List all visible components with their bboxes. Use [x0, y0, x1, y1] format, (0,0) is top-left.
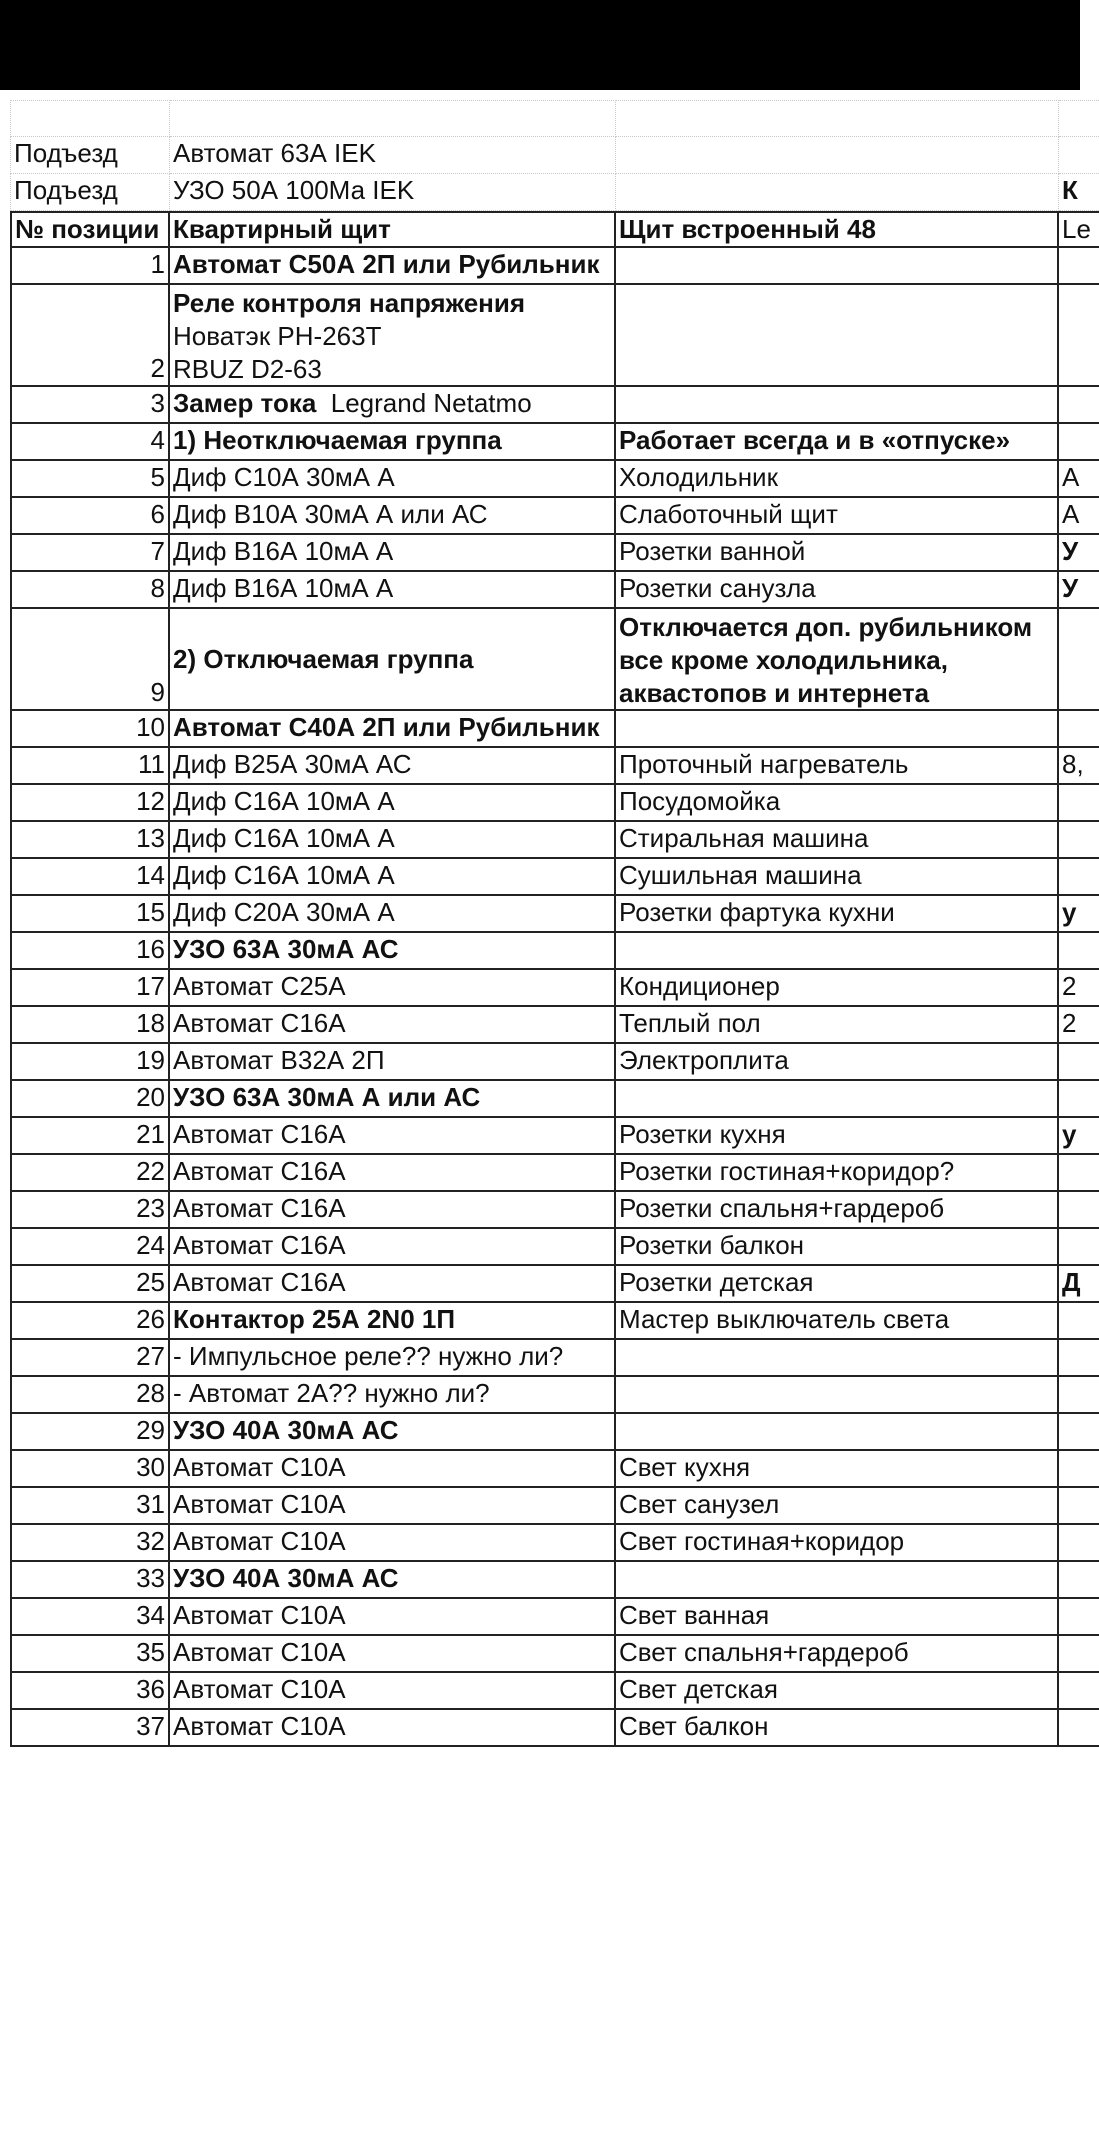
cell-clipped[interactable] [1059, 1599, 1099, 1636]
cell-built-in-panel[interactable]: Свет санузел [616, 1488, 1059, 1525]
cell-entrance-rcd[interactable]: УЗО 50А 100Ма IEK [170, 174, 616, 211]
table-row [10, 609, 1080, 711]
cell-position-number[interactable]: 30 [10, 1451, 170, 1488]
cell-position-number[interactable]: 28 [10, 1377, 170, 1414]
sheet-row [10, 174, 1080, 211]
cell-apartment-panel[interactable]: УЗО 63А 30мА А или АС [170, 1081, 616, 1118]
cell-position-number[interactable]: 24 [10, 1229, 170, 1266]
cell-apartment-panel[interactable]: Диф В25А 30мА АС [170, 748, 616, 785]
cell-position-number[interactable]: 1 [10, 248, 170, 285]
cell-apartment-panel[interactable]: Автомат С10А [170, 1673, 616, 1710]
cell-built-in-panel[interactable]: Свет гостиная+коридор [616, 1525, 1059, 1562]
cell-position-number[interactable]: 26 [10, 1303, 170, 1340]
cell-apartment-panel[interactable] [170, 285, 616, 387]
cell-apartment-panel[interactable]: Автомат С16А [170, 1155, 616, 1192]
cell-clipped[interactable] [1059, 1155, 1099, 1192]
table-row [10, 822, 1080, 859]
cell-position-number[interactable]: 15 [10, 896, 170, 933]
table-row [10, 424, 1080, 461]
cell-built-in-panel[interactable]: Розетки ванной [616, 535, 1059, 572]
cell-position-number[interactable]: 31 [10, 1488, 170, 1525]
cell-line: все кроме холодильника, [619, 645, 948, 675]
cell-clipped[interactable] [1059, 822, 1099, 859]
cell-clipped[interactable] [1059, 1451, 1099, 1488]
cell-built-in-panel[interactable]: Слаботочный щит [616, 498, 1059, 535]
cell-built-in-panel[interactable]: Теплый пол [616, 1007, 1059, 1044]
cell-apartment-panel[interactable]: Автомат С10А [170, 1451, 616, 1488]
cell-built-in-panel[interactable] [616, 1377, 1059, 1414]
cell-built-in-panel[interactable]: Свет кухня [616, 1451, 1059, 1488]
cell-built-in-panel[interactable]: Розетки балкон [616, 1229, 1059, 1266]
cell-built-in-panel[interactable] [616, 248, 1059, 285]
cell-position-number[interactable]: 5 [10, 461, 170, 498]
cell-built-in-panel[interactable] [616, 933, 1059, 970]
table-row [10, 1636, 1080, 1673]
cell-clipped[interactable] [1059, 1229, 1099, 1266]
cell-apartment-panel[interactable]: Диф В16А 10мА А [170, 535, 616, 572]
cell-clipped[interactable] [1059, 1377, 1099, 1414]
cell-position-number[interactable]: 19 [10, 1044, 170, 1081]
table-row [10, 1673, 1080, 1710]
cell-built-in-panel[interactable]: Свет детская [616, 1673, 1059, 1710]
cell-position-number[interactable]: 16 [10, 933, 170, 970]
table-row [10, 1340, 1080, 1377]
cell-position-number[interactable]: 22 [10, 1155, 170, 1192]
cell-line-title: Реле контроля напряжения [173, 288, 526, 318]
cell-built-in-panel[interactable]: Розетки санузла [616, 572, 1059, 609]
cell-text: Legrand Netatmo [316, 388, 532, 418]
cell-built-in-panel[interactable]: Розетки кухня [616, 1118, 1059, 1155]
header-clipped[interactable]: Le [1059, 211, 1099, 248]
cell-position-number[interactable]: 27 [10, 1340, 170, 1377]
header-position-number[interactable]: № позиции [10, 211, 170, 248]
cell-line: Новатэк РН-263Т [173, 321, 382, 351]
cell-built-in-panel[interactable]: Мастер выключатель света [616, 1303, 1059, 1340]
cell-clipped[interactable] [1059, 1044, 1099, 1081]
table-row [10, 1525, 1080, 1562]
table-row [10, 1377, 1080, 1414]
cell-apartment-panel[interactable]: Диф С10А 30мА А [170, 461, 616, 498]
cell-built-in-panel[interactable] [616, 387, 1059, 424]
table-row [10, 859, 1080, 896]
cell[interactable] [616, 100, 1059, 137]
table-row [10, 1081, 1080, 1118]
sheet-row [10, 100, 1080, 137]
cell-apartment-panel[interactable]: Автомат С25А [170, 970, 616, 1007]
cell-built-in-panel[interactable] [616, 609, 1059, 711]
cell-built-in-panel[interactable]: Свет спальня+гардероб [616, 1636, 1059, 1673]
cell-clipped[interactable] [1059, 785, 1099, 822]
cell-apartment-panel[interactable]: Контактор 25А 2N0 1П [170, 1303, 616, 1340]
cell-clipped[interactable]: А [1059, 461, 1099, 498]
cell-line: аквастопов и интернета [619, 678, 930, 708]
cell-position-number[interactable]: 2 [10, 285, 170, 387]
cell-built-in-panel[interactable]: Свет ванная [616, 1599, 1059, 1636]
cell-line: Отключается доп. рубильником [619, 612, 1033, 642]
cell-apartment-panel[interactable]: Диф С20А 30мА А [170, 896, 616, 933]
cell-clipped[interactable] [1059, 387, 1099, 424]
cell-apartment-panel[interactable]: Автомат С40А 2П или Рубильник [170, 711, 616, 748]
cell-apartment-panel[interactable]: - Импульсное реле?? нужно ли? [170, 1340, 616, 1377]
cell-apartment-panel[interactable]: Диф В10А 30мА А или АС [170, 498, 616, 535]
cell-apartment-panel[interactable]: Диф С16А 10мА А [170, 859, 616, 896]
cell-apartment-panel[interactable]: - Автомат 2А?? нужно ли? [170, 1377, 616, 1414]
cell-position-number[interactable]: 32 [10, 1525, 170, 1562]
cell-apartment-panel[interactable]: УЗО 40А 30мА АС [170, 1562, 616, 1599]
cell-clipped[interactable]: К [1059, 174, 1099, 211]
cell-apartment-panel[interactable]: УЗО 63А 30мА АС [170, 933, 616, 970]
cell-position-number[interactable]: 9 [10, 609, 170, 711]
table-row [10, 1229, 1080, 1266]
table-row [10, 285, 1080, 387]
cell-position-number[interactable]: 33 [10, 1562, 170, 1599]
cell-built-in-panel[interactable]: Розетки детская [616, 1266, 1059, 1303]
cell-apartment-panel[interactable] [170, 387, 616, 424]
cell-clipped[interactable] [1059, 285, 1099, 387]
cell-apartment-panel[interactable]: Автомат С16А [170, 1266, 616, 1303]
cell-built-in-panel[interactable]: Розетки фартука кухни [616, 896, 1059, 933]
cell-clipped[interactable]: 2 [1059, 1007, 1099, 1044]
cell-apartment-panel[interactable]: Автомат С50А 2П или Рубильник [170, 248, 616, 285]
cell-clipped[interactable] [1059, 859, 1099, 896]
cell-built-in-panel[interactable] [616, 285, 1059, 387]
cell-bold-text: Замер тока [173, 388, 317, 418]
cell-position-number[interactable]: 6 [10, 498, 170, 535]
cell-position-number[interactable]: 11 [10, 748, 170, 785]
cell-built-in-panel[interactable]: Сушильная машина [616, 859, 1059, 896]
status-bar [0, 0, 1080, 90]
cell-apartment-panel[interactable]: Диф С16А 10мА А [170, 822, 616, 859]
table-row [10, 748, 1084, 785]
cell-clipped[interactable] [1059, 1636, 1099, 1673]
cell-built-in-panel[interactable]: Розетки гостиная+коридор? [616, 1155, 1059, 1192]
table-row [10, 933, 1080, 970]
table-body [10, 248, 1084, 1747]
cell[interactable] [170, 100, 616, 137]
cell-position-number[interactable]: 18 [10, 1007, 170, 1044]
table-row [10, 1414, 1080, 1451]
cell-clipped[interactable]: 8, [1059, 748, 1099, 785]
table-row [10, 1007, 1080, 1044]
header-built-in-panel[interactable]: Щит встроенный 48 [616, 211, 1059, 248]
table-row [10, 498, 1080, 535]
cell-built-in-panel[interactable] [616, 711, 1059, 748]
table-row [10, 1451, 1080, 1488]
cell-entrance-label[interactable]: Подъезд [10, 137, 170, 174]
cell-clipped[interactable] [1059, 1303, 1099, 1340]
table-row [10, 1562, 1080, 1599]
cell-built-in-panel[interactable]: Стиральная машина [616, 822, 1059, 859]
cell-position-number[interactable]: 4 [10, 424, 170, 461]
cell-clipped[interactable]: У [1059, 572, 1099, 609]
cell-entrance-breaker[interactable]: Автомат 63А IEK [170, 137, 616, 174]
cell-built-in-panel[interactable]: Проточный нагреватель [616, 748, 1059, 785]
table-row [10, 572, 1080, 609]
cell-apartment-panel[interactable]: Автомат С16А [170, 1118, 616, 1155]
cell-position-number[interactable]: 35 [10, 1636, 170, 1673]
cell-position-number[interactable]: 13 [10, 822, 170, 859]
cell[interactable] [10, 100, 170, 137]
cell-position-number[interactable]: 37 [10, 1710, 170, 1747]
cell-built-in-panel[interactable] [616, 1081, 1059, 1118]
cell-built-in-panel[interactable]: Работает всегда и в «отпуске» [616, 424, 1059, 461]
spreadsheet-grid [10, 100, 1091, 1747]
cell-position-number[interactable]: 10 [10, 711, 170, 748]
cell-apartment-panel[interactable]: Автомат С10А [170, 1710, 616, 1747]
table-row [10, 785, 1080, 822]
header-apartment-panel[interactable]: Квартирный щит [170, 211, 616, 248]
cell[interactable] [1059, 100, 1099, 137]
cell-position-number[interactable]: 12 [10, 785, 170, 822]
table-row [10, 1266, 1080, 1303]
cell-position-number[interactable]: 7 [10, 535, 170, 572]
cell-position-number[interactable]: 14 [10, 859, 170, 896]
cell-position-number[interactable]: 3 [10, 387, 170, 424]
cell-clipped[interactable] [1059, 609, 1099, 711]
cell-apartment-panel[interactable]: Автомат С16А [170, 1007, 616, 1044]
cell-built-in-panel[interactable]: Кондиционер [616, 970, 1059, 1007]
header-row [10, 211, 1091, 248]
cell-position-number[interactable]: 29 [10, 1414, 170, 1451]
cell-apartment-panel[interactable]: Диф В16А 10мА А [170, 572, 616, 609]
table-row [10, 387, 1080, 424]
cell-position-number[interactable]: 21 [10, 1118, 170, 1155]
table-row [10, 461, 1080, 498]
cell-clipped[interactable]: у [1059, 1118, 1099, 1155]
cell-apartment-panel[interactable]: Автомат С10А [170, 1525, 616, 1562]
cell-clipped[interactable]: А [1059, 498, 1099, 535]
cell-clipped[interactable] [1059, 933, 1099, 970]
cell-apartment-panel[interactable]: Автомат В32А 2П [170, 1044, 616, 1081]
cell-clipped[interactable] [1059, 1673, 1099, 1710]
cell-position-number[interactable]: 20 [10, 1081, 170, 1118]
cell-built-in-panel[interactable]: Электроплита [616, 1044, 1059, 1081]
table-row [10, 248, 1080, 285]
cell-position-number[interactable]: 36 [10, 1673, 170, 1710]
table-row [10, 1118, 1080, 1155]
cell-clipped[interactable] [1059, 1562, 1099, 1599]
cell-position-number[interactable]: 8 [10, 572, 170, 609]
cell-clipped[interactable] [1059, 1525, 1099, 1562]
table-row [10, 970, 1080, 1007]
cell-clipped[interactable]: 2 [1059, 970, 1099, 1007]
cell-built-in-panel[interactable]: Холодильник [616, 461, 1059, 498]
cell-line: RBUZ D2-63 [173, 354, 322, 384]
cell-clipped[interactable]: У [1059, 535, 1099, 572]
cell-built-in-panel[interactable]: Свет балкон [616, 1710, 1059, 1747]
cell-position-number[interactable]: 23 [10, 1192, 170, 1229]
cell-clipped[interactable] [1059, 1414, 1099, 1451]
cell-apartment-panel[interactable]: 2) Отключаемая группа [170, 609, 616, 711]
cell-entrance-label[interactable]: Подъезд [10, 174, 170, 211]
table-row [10, 1710, 1080, 1747]
cell-built-in-panel[interactable] [616, 1414, 1059, 1451]
table-row [10, 1599, 1080, 1636]
table-row [10, 711, 1080, 748]
cell-clipped[interactable] [1059, 424, 1099, 461]
cell-apartment-panel[interactable]: 1) Неотключаемая группа [170, 424, 616, 461]
cell-built-in-panel[interactable] [616, 1562, 1059, 1599]
sheet-row [10, 137, 1080, 174]
cell-apartment-panel[interactable]: Автомат С16А [170, 1229, 616, 1266]
table-row [10, 535, 1080, 572]
table-row [10, 896, 1080, 933]
table-row [10, 1192, 1080, 1229]
cell[interactable] [1059, 137, 1099, 174]
cell-apartment-panel[interactable]: Автомат С16А [170, 1192, 616, 1229]
cell-apartment-panel[interactable]: Автомат С10А [170, 1488, 616, 1525]
cell-apartment-panel[interactable]: Диф С16А 10мА А [170, 785, 616, 822]
cell-apartment-panel[interactable]: Автомат С10А [170, 1599, 616, 1636]
cell[interactable] [616, 174, 1059, 211]
cell-built-in-panel[interactable]: Посудомойка [616, 785, 1059, 822]
cell-clipped[interactable] [1059, 1488, 1099, 1525]
cell-apartment-panel[interactable]: УЗО 40А 30мА АС [170, 1414, 616, 1451]
cell-clipped[interactable] [1059, 248, 1099, 285]
cell-apartment-panel[interactable]: Автомат С10А [170, 1636, 616, 1673]
cell-position-number[interactable]: 34 [10, 1599, 170, 1636]
cell-clipped[interactable] [1059, 1710, 1099, 1747]
cell[interactable] [616, 137, 1059, 174]
cell-clipped[interactable] [1059, 1340, 1099, 1377]
cell-built-in-panel[interactable] [616, 1340, 1059, 1377]
cell-clipped[interactable] [1059, 1192, 1099, 1229]
table-row [10, 1044, 1080, 1081]
cell-built-in-panel[interactable]: Розетки спальня+гардероб [616, 1192, 1059, 1229]
table-row [10, 1488, 1080, 1525]
cell-clipped[interactable] [1059, 711, 1099, 748]
cell-clipped[interactable]: Д [1059, 1266, 1099, 1303]
table-row [10, 1303, 1080, 1340]
cell-clipped[interactable] [1059, 1081, 1099, 1118]
table-row [10, 1155, 1080, 1192]
cell-position-number[interactable]: 17 [10, 970, 170, 1007]
cell-clipped[interactable]: у [1059, 896, 1099, 933]
cell-position-number[interactable]: 25 [10, 1266, 170, 1303]
